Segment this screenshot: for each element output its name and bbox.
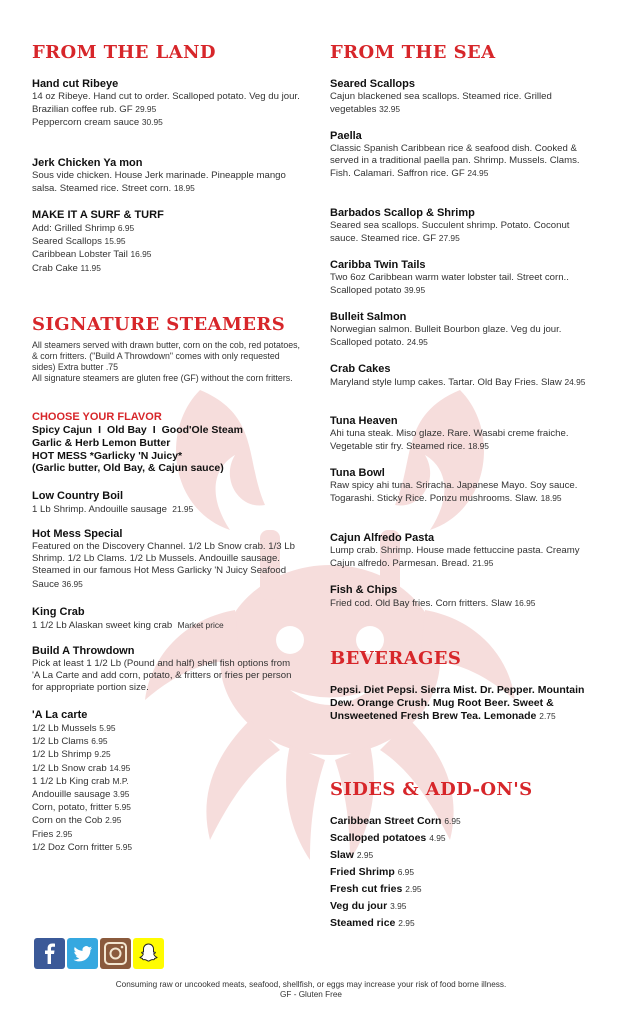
list-item: Corn on the Cob 2.95 (32, 815, 122, 827)
steamers-intro (32, 340, 300, 384)
item-description: Featured on the Discovery Channel. 1/2 Lb Snow crab. 1/3 Lb Shrimp. 1/2 Lb Clams. 1/2 Lb Mussels. Andouille sausage. Steamed in our famous Hot Mess Garlicky 'N Juicy Seafood Sauce 36.95 (32, 541, 295, 590)
menu-item-tuna-bowl: Tuna Bowl Raw spicy ahi tuna. Sriracha. Japanese Mayo. Soy sauce. Togarashi. Sticky Rice. Ponzu mushrooms. Slaw. 18.95 (330, 467, 592, 505)
item-name: King Crab (32, 606, 85, 618)
menu-item-caribba-twin-tails: Caribba Twin Tails Two 6oz Caribbean warm water lobster tail. Street corn.. Scalloped potato 39.95 (330, 259, 592, 297)
item-description: Norwegian salmon. Bulleit Bourbon glaze. Veg du jour. Scalloped potato. 24.95 (330, 324, 562, 349)
flavor-row: Garlic & Herb Lemon Butter (32, 436, 171, 449)
item-option: Brazilian coffee rub. GF 29.95 (32, 104, 157, 116)
item-description: Lump crab. Shrimp. House made fettuccine pasta. Creamy Cajun alfredo. Parmesan. Bread. 21.95 (330, 545, 580, 570)
item-name: 'A La carte (32, 709, 88, 721)
item-description: 1 Lb Shrimp. Andouille sausage 21.95 (32, 504, 194, 515)
item-price: 18.95 (173, 183, 195, 194)
item-description: 1 1/2 Lb Alaskan sweet king crab Market price (32, 620, 224, 631)
flavor-row: Spicy Cajun I Old Bay I Good'Ole Steam (32, 424, 243, 436)
list-item: 1/2 Lb Snow crab 14.95 (32, 762, 131, 774)
flavor-options (32, 411, 300, 475)
item-description: 14 oz Ribeye. Hand cut to order. Scalloped potato. Veg du jour. (32, 91, 300, 102)
item-option: Add: Grilled Shrimp 6.95 (32, 223, 135, 234)
list-item: 1/2 Lb Shrimp 9.25 (32, 749, 111, 761)
menu-item-jerk-chicken (32, 157, 300, 195)
list-item: Fresh cut fries 2.95 (330, 883, 422, 895)
menu-item-cajun-alfredo-pasta: Cajun Alfredo Pasta Lump crab. Shrimp. House made fettuccine pasta. Creamy Cajun alfredo. Parmesan. Bread. 21.95 (330, 532, 592, 570)
list-item: 1/2 Lb Clams 6.95 (32, 736, 108, 748)
facebook-icon[interactable] (34, 938, 65, 969)
list-item: 1/2 Lb Mussels 5.95 (32, 723, 116, 734)
menu-item-fish-chips: Fish & Chips Fried cod. Old Bay fries. Corn fritters. Slaw 16.95 (330, 584, 592, 610)
choose-flavor-title: CHOOSE YOUR FLAVOR (32, 411, 162, 423)
item-option: Caribbean Lobster Tail 16.95 (32, 249, 152, 261)
menu-item-seared-scallops: Seared Scallops Cajun blackened sea scallops. Steamed rice. Grilled vegetables 32.95 (330, 78, 592, 116)
item-description: Maryland style lump cakes. Tartar. Old Bay Fries. Slaw 24.95 (330, 377, 586, 388)
item-name: MAKE IT A SURF & TURF (32, 209, 164, 221)
gluten-free-legend: GF - Gluten Free (280, 990, 342, 999)
item-description: Classic Spanish Caribbean rice & seafood dish. Cooked & served in a traditional paella pan. Shrimp. Mussels. Clams. Fish. Calamari. Saffron rice. GF 24.95 (330, 143, 580, 180)
social-icons (34, 938, 164, 969)
menu-item-low-country-boil (32, 490, 300, 516)
item-name: Hot Mess Special (32, 528, 123, 540)
sides-list (330, 813, 592, 932)
menu-item-hot-mess-special (32, 528, 300, 591)
snapchat-icon[interactable] (133, 938, 164, 969)
item-price: 29.95 (135, 104, 157, 115)
beverages-list: Pepsi. Diet Pepsi. Sierra Mist. Dr. Pepper. Mountain Dew. Orange Crush. Mug Root Beer. Sweet & Unsweetened Fresh Brew Tea. Lemonade 2.75 (330, 684, 585, 722)
flavor-row: HOT MESS *Garlicky 'N Juicy* (32, 449, 183, 462)
menu-item-surf-turf (32, 209, 300, 275)
menu-item-barbados-scallop-shrimp: Barbados Scallop & Shrimp Seared sea scallops. Succulent shrimp. Potato. Coconut sauce. Steamed rice. GF 27.95 (330, 207, 592, 245)
menu-item-crab-cakes: Crab Cakes Maryland style lump cakes. Tartar. Old Bay Fries. Slaw 24.95 (330, 363, 592, 389)
gluten-free-note: All signature steamers are gluten free (GF) without the corn fritters. (32, 373, 293, 383)
item-description: Fried cod. Old Bay fries. Corn fritters. Slaw 16.95 (330, 598, 536, 609)
menu-item-tuna-heaven: Tuna Heaven Ahi tuna steak. Miso glaze. Rare. Wasabi creme fraiche. Vegetable stir fry. Steamed rice. 18.95 (330, 415, 592, 453)
item-price: 30.95 (141, 117, 163, 128)
food-safety-warning: Consuming raw or uncooked meats, seafood, shellfish, or eggs may increase your risk of food borne illness. (115, 980, 507, 989)
list-item: 1/2 Doz Corn fritter 5.95 (32, 841, 133, 853)
item-description: Sous vide chicken. House Jerk marinade. Pineapple mango salsa. Steamed rice. Street corn. 18.95 (32, 170, 286, 195)
list-item: Andouille sausage 3.95 (32, 789, 130, 801)
list-item: 1 1/2 Lb King crab M.P. (32, 775, 129, 787)
list-item: Corn, potato, fritter 5.95 (32, 802, 131, 814)
from-the-sea-title: FROM THE SEA (330, 42, 496, 63)
item-name: Low Country Boil (32, 490, 124, 502)
flavor-row: (Garlic butter, Old Bay, & Cajun sauce) (32, 462, 224, 475)
menu-item-paella: Paella Classic Spanish Caribbean rice & seafood dish. Cooked & served in a traditional paella pan. Shrimp. Mussels. Clams. Fish. Calamari. Saffron rice. GF 24.95 (330, 130, 592, 181)
steamers-note: All steamers served with drawn butter, corn on the cob, red potatoes, & corn fritters. ("Build A Throwdown" comes with only requested sides) Extra butter .75 (32, 340, 300, 372)
list-item: Fries 2.95 (32, 828, 73, 840)
list-item: Slaw 2.95 (330, 849, 374, 861)
from-the-land-title: FROM THE LAND (32, 42, 216, 63)
menu-item-ribeye (32, 78, 300, 130)
item-name: Jerk Chicken Ya mon (32, 157, 143, 169)
item-description: Raw spicy ahi tuna. Sriracha. Japanese Mayo. Soy sauce. Togarashi. Sticky Rice. Ponzu mushrooms. Slaw. 18.95 (330, 480, 578, 505)
list-item: Steamed rice 2.95 (330, 917, 415, 929)
item-option: Seared Scallops 15.95 (32, 236, 126, 248)
sides-title: SIDES & ADD-ON'S (330, 779, 533, 800)
signature-steamers-title: SIGNATURE STEAMERS (32, 314, 286, 335)
list-item: Scalloped potatoes 4.95 (330, 832, 446, 844)
list-item: Fried Shrimp 6.95 (330, 866, 414, 878)
menu-item-king-crab (32, 606, 300, 632)
item-description: Seared sea scallops. Succulent shrimp. Potato. Coconut sauce. Steamed rice. GF 27.95 (330, 220, 570, 245)
list-item: Caribbean Street Corn 6.95 (330, 815, 461, 827)
twitter-icon[interactable] (67, 938, 98, 969)
list-item: Veg du jour 3.95 (330, 900, 407, 912)
item-name: Hand cut Ribeye (32, 78, 119, 90)
menu-item-bulleit-salmon: Bulleit Salmon Norwegian salmon. Bulleit Bourbon glaze. Veg du jour. Scalloped potato. 24.95 (330, 311, 592, 349)
item-name: Build A Throwdown (32, 645, 135, 657)
item-option: Peppercorn cream sauce 30.95 (32, 117, 163, 129)
instagram-icon[interactable] (100, 938, 131, 969)
item-description: Cajun blackened sea scallops. Steamed rice. Grilled vegetables 32.95 (330, 91, 552, 116)
footer (0, 980, 622, 1000)
item-option: Crab Cake 11.95 (32, 262, 101, 274)
beverages-title: BEVERAGES (330, 648, 462, 669)
menu-item-a-la-carte (32, 709, 300, 854)
menu-item-build-a-throwdown (32, 645, 300, 695)
item-description: Ahi tuna steak. Miso glaze. Rare. Wasabi creme fraiche. Vegetable stir fry. Steamed rice. 18.95 (330, 428, 569, 453)
item-description: Two 6oz Caribbean warm water lobster tail. Street corn.. Scalloped potato 39.95 (330, 272, 569, 297)
item-description: Pick at least 1 1/2 Lb (Pound and half) shell fish options from 'A La Carte and add corn, potato, & fritters or fries per person for appropriate portion size. (32, 658, 292, 694)
